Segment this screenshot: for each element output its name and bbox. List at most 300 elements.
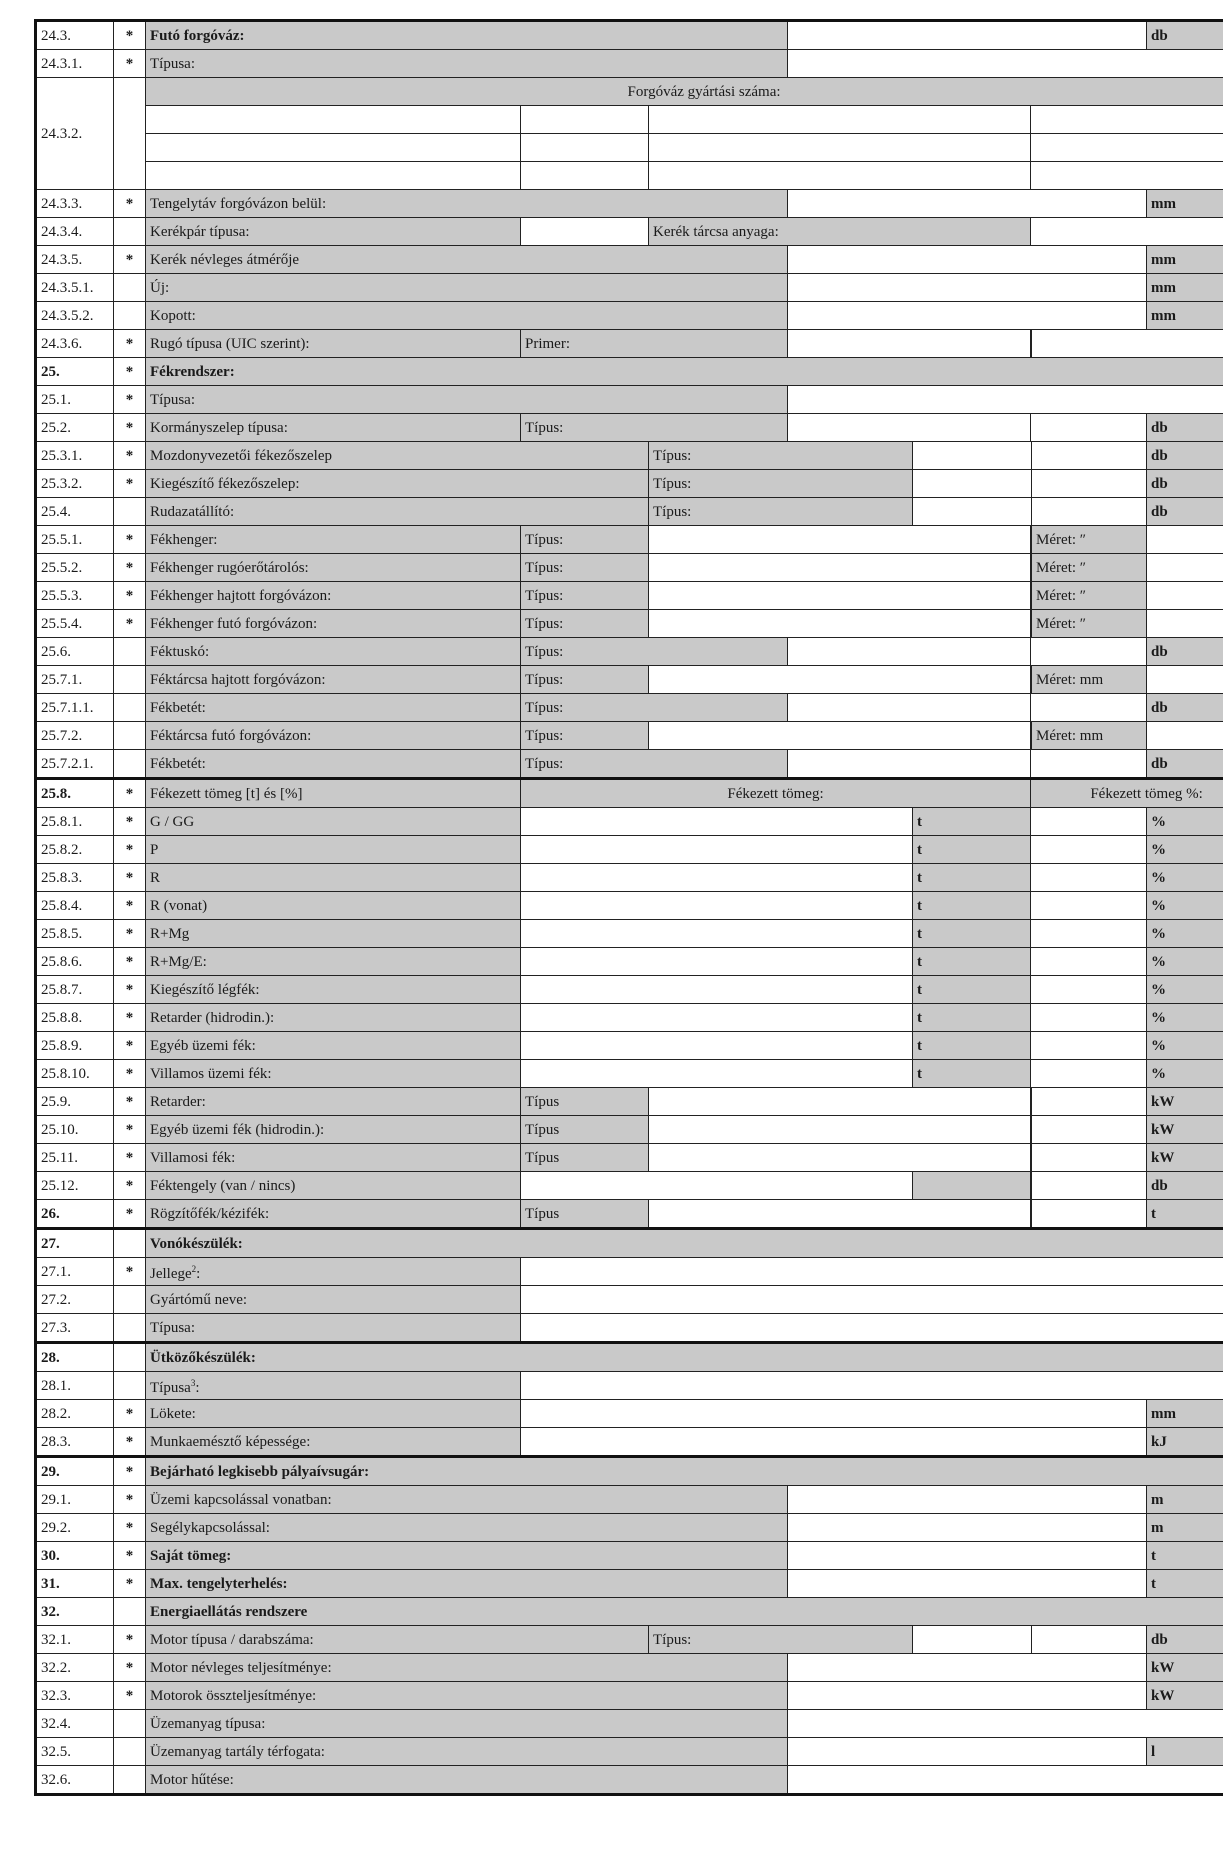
field-label [146,1258,521,1286]
required-mark [114,218,146,246]
row-number: 24.3.5.2. [36,302,114,330]
form-row [36,694,1223,722]
field-label: Energiaellátás rendszere [146,1598,1223,1626]
input-field[interactable] [649,134,1031,162]
input-field[interactable] [788,1710,1223,1738]
input-field[interactable] [649,106,1031,134]
input-field[interactable] [1032,1088,1147,1116]
input-field[interactable] [521,1004,913,1032]
input-field[interactable] [521,920,913,948]
field-label: Típus: [521,414,788,442]
input-field[interactable] [521,134,649,162]
field-label: Típusa: [146,1314,521,1343]
field-label: Típus: [521,666,649,694]
field-label: Üzemanyag típusa: [146,1710,788,1738]
row-number: 25.8.1. [36,808,114,836]
input-field[interactable] [788,50,1223,78]
row-number: 25.8.5. [36,920,114,948]
field-label: t [1147,1542,1223,1570]
required-mark: * [114,1060,146,1088]
input-field[interactable] [521,162,649,190]
input-field[interactable] [521,1314,1223,1343]
row-number: 25.10. [36,1116,114,1144]
form-row [36,836,1223,864]
form-row [36,1060,1223,1088]
form-row [36,1710,1223,1738]
required-mark: * [114,610,146,638]
required-mark [114,1372,146,1400]
field-label: Rugó típusa (UIC szerint): [146,330,521,358]
input-field[interactable] [788,414,1031,442]
form-row [36,78,1223,106]
required-mark: * [114,836,146,864]
required-mark: * [114,779,146,808]
field-label: Segélykapcsolással: [146,1514,788,1542]
field-label: R+Mg [146,920,521,948]
required-mark: * [114,948,146,976]
input-field[interactable] [1032,1626,1147,1654]
input-field[interactable] [649,666,1031,694]
field-label: Mozdonyvezetői fékezőszelep [146,442,649,470]
form-row [36,1116,1223,1144]
field-label: Kopott: [146,302,788,330]
input-field[interactable] [1031,162,1223,190]
input-field[interactable] [649,162,1031,190]
input-field[interactable] [913,470,1032,498]
form-row [36,1172,1223,1200]
field-label: t [913,836,1031,864]
input-field[interactable] [1147,610,1223,638]
input-field[interactable] [1031,920,1147,948]
form-row [36,666,1223,694]
row-number: 25.8.2. [36,836,114,864]
field-label: % [1147,892,1223,920]
input-field[interactable] [521,1258,1223,1286]
field-label: Méret: mm [1032,722,1147,750]
row-number: 24.3. [36,21,114,50]
field-label: Kiegészítő légfék: [146,976,521,1004]
field-label: mm [1147,190,1223,218]
vehicle-spec-form [34,19,1223,1796]
required-mark: * [114,1116,146,1144]
field-label: Max. tengelyterhelés: [146,1570,788,1598]
row-number: 27.3. [36,1314,114,1343]
input-field[interactable] [1032,1200,1147,1229]
row-number: 25.5.4. [36,610,114,638]
footnote-marker: 3 [190,1378,196,1388]
required-mark: * [114,1400,146,1428]
field-label: Kiegészítő fékezőszelep: [146,470,649,498]
input-field[interactable] [649,1116,1031,1144]
field-label: Típusa: [146,386,788,414]
input-field[interactable] [146,134,521,162]
input-field[interactable] [521,1286,1223,1314]
row-number: 25.7.2.1. [36,750,114,779]
input-field[interactable] [788,190,1147,218]
input-field[interactable] [788,21,1147,50]
input-field[interactable] [649,554,1031,582]
required-mark: * [114,582,146,610]
field-label: Féktárcsa futó forgóvázon: [146,722,521,750]
field-label: t [913,808,1031,836]
field-label: Gyártómű neve: [146,1286,521,1314]
required-mark: * [114,1626,146,1654]
form-row [36,302,1223,330]
required-mark [114,638,146,666]
input-field[interactable] [521,218,649,246]
input-field[interactable] [1031,638,1147,666]
input-field[interactable] [1031,1032,1147,1060]
required-mark: * [114,1542,146,1570]
field-label: Kerék tárcsa anyaga: [649,218,1031,246]
row-number: 26. [36,1200,114,1229]
input-field[interactable] [146,106,521,134]
required-mark: * [114,246,146,274]
field-label: t [913,864,1031,892]
input-field[interactable] [1147,554,1223,582]
required-mark: * [114,50,146,78]
required-mark: * [114,1200,146,1229]
field-label: Típus: [521,722,649,750]
field-label: mm [1147,246,1223,274]
row-number: 24.3.5. [36,246,114,274]
input-field[interactable] [521,1032,913,1060]
required-mark: * [114,920,146,948]
required-mark: * [114,1457,146,1486]
field-label: db [1147,442,1223,470]
row-number: 24.3.2. [36,78,114,190]
row-number: 25.3.1. [36,442,114,470]
required-mark [114,666,146,694]
field-label: % [1147,808,1223,836]
required-mark: * [114,1682,146,1710]
row-number: 27.1. [36,1258,114,1286]
required-mark [114,1738,146,1766]
field-label: Féktuskó: [146,638,521,666]
row-number: 28.2. [36,1400,114,1428]
input-field[interactable] [788,246,1147,274]
row-number: 25.8.6. [36,948,114,976]
input-field[interactable] [521,106,649,134]
required-mark: * [114,1144,146,1172]
input-field[interactable] [1032,1116,1147,1144]
required-mark: * [114,386,146,414]
row-number: 25.8.9. [36,1032,114,1060]
field-label: P [146,836,521,864]
input-field[interactable] [1031,892,1147,920]
input-field[interactable] [788,1486,1147,1514]
input-field[interactable] [1031,1004,1147,1032]
field-label: G / GG [146,808,521,836]
row-number: 32.3. [36,1682,114,1710]
field-label: Üzemanyag tartály térfogata: [146,1738,788,1766]
field-label: mm [1147,302,1223,330]
row-number: 25.6. [36,638,114,666]
field-label: Retarder: [146,1088,521,1116]
input-field[interactable] [913,498,1032,526]
form-row [36,554,1223,582]
row-number: 25.2. [36,414,114,442]
field-label: Villamosi fék: [146,1144,521,1172]
required-mark: * [114,21,146,50]
form-row [36,1514,1223,1542]
input-field[interactable] [1147,722,1223,750]
label-text: Típusa [150,1380,191,1396]
input-field[interactable] [521,808,913,836]
input-field[interactable] [146,162,521,190]
row-number: 25. [36,358,114,386]
field-label: mm [1147,274,1223,302]
form-row [36,1598,1223,1626]
input-field[interactable] [1031,836,1147,864]
row-number: 32. [36,1598,114,1626]
field-label: Vonókészülék: [146,1229,1223,1258]
field-label: t [913,976,1031,1004]
row-number: 29.2. [36,1514,114,1542]
shaded-cell [913,1172,1031,1200]
row-number: 25.11. [36,1144,114,1172]
input-field[interactable] [788,386,1223,414]
field-label: Fékhenger hajtott forgóvázon: [146,582,521,610]
input-field[interactable] [788,302,1147,330]
row-number: 25.5.2. [36,554,114,582]
input-field[interactable] [649,1144,1031,1172]
input-field[interactable] [788,1514,1147,1542]
field-label: kW [1147,1682,1223,1710]
form-row [36,948,1223,976]
input-field[interactable] [1147,526,1223,554]
input-field[interactable] [1147,582,1223,610]
required-mark: * [114,808,146,836]
input-field[interactable] [521,976,913,1004]
form-row [36,864,1223,892]
form-row [36,1486,1223,1514]
field-label: Kerékpár típusa: [146,218,521,246]
input-field[interactable] [1031,948,1147,976]
field-label: db [1147,694,1223,722]
required-mark [114,1710,146,1738]
row-number: 24.3.4. [36,218,114,246]
input-field[interactable] [1032,442,1147,470]
form-body [36,21,1223,1795]
field-label: Fékhenger: [146,526,521,554]
field-label: Méret: mm [1032,666,1147,694]
input-field[interactable] [913,442,1032,470]
field-label: % [1147,1060,1223,1088]
field-label: Forgóváz gyártási száma: [146,78,1223,106]
required-mark: * [114,442,146,470]
input-field[interactable] [1031,1060,1147,1088]
input-field[interactable] [788,1738,1147,1766]
field-label: db [1147,470,1223,498]
required-mark: * [114,1088,146,1116]
field-label: Típus: [649,470,913,498]
form-row [36,750,1223,779]
input-field[interactable] [521,1400,1147,1428]
required-mark [114,1343,146,1372]
input-field[interactable] [521,1060,913,1088]
input-field[interactable] [521,1428,1147,1457]
row-number: 29. [36,1457,114,1486]
required-mark: * [114,1486,146,1514]
input-field[interactable] [788,1654,1147,1682]
required-mark: * [114,1172,146,1200]
field-label: kJ [1147,1428,1223,1457]
input-field[interactable] [788,274,1147,302]
input-field[interactable] [1031,414,1147,442]
form-row [36,1570,1223,1598]
input-field[interactable] [788,1570,1147,1598]
field-label: % [1147,1032,1223,1060]
input-field[interactable] [649,1088,1031,1116]
input-field[interactable] [521,864,913,892]
field-label: Típus: [521,750,788,779]
field-label: Típus: [521,610,649,638]
input-field[interactable] [1031,694,1147,722]
row-number: 24.3.3. [36,190,114,218]
form-row [36,190,1223,218]
field-label: db [1147,638,1223,666]
input-field[interactable] [1147,666,1223,694]
input-field[interactable] [1032,470,1147,498]
input-field[interactable] [649,526,1031,554]
input-field[interactable] [649,1200,1031,1229]
field-label: Motorok összteljesítménye: [146,1682,788,1710]
field-label: Futó forgóváz: [146,21,788,50]
form-row [36,386,1223,414]
field-label: Rögzítőfék/kézifék: [146,1200,521,1229]
form-row [36,976,1223,1004]
row-number: 32.6. [36,1766,114,1795]
field-label: t [913,1032,1031,1060]
input-field[interactable] [649,582,1031,610]
row-number: 27. [36,1229,114,1258]
field-label: db [1147,414,1223,442]
form-row [36,1258,1223,1286]
input-field[interactable] [1032,1172,1147,1200]
input-field[interactable] [1031,106,1223,134]
row-number: 31. [36,1570,114,1598]
field-label: t [913,1004,1031,1032]
input-field[interactable] [1031,864,1147,892]
field-label: % [1147,1004,1223,1032]
input-field[interactable] [1032,330,1223,358]
form-row [36,134,1223,162]
input-field[interactable] [1031,218,1223,246]
row-number: 25.8.7. [36,976,114,1004]
required-mark: * [114,330,146,358]
form-row [36,442,1223,470]
input-field[interactable] [788,1682,1147,1710]
field-label: Típus: [521,554,649,582]
required-mark: * [114,190,146,218]
form-row [36,526,1223,554]
field-label: t [913,948,1031,976]
input-field[interactable] [788,1542,1147,1570]
input-field[interactable] [649,610,1031,638]
field-label: Motor hűtése: [146,1766,788,1795]
field-label: Típus: [521,638,788,666]
field-label: Típus: [649,498,913,526]
field-label: R [146,864,521,892]
field-label: Méret: ″ [1032,526,1147,554]
input-field[interactable] [788,1766,1223,1795]
required-mark [114,1286,146,1314]
required-mark: * [114,1032,146,1060]
field-label: Retarder (hidrodin.): [146,1004,521,1032]
field-label: Kerék névleges átmérője [146,246,788,274]
input-field[interactable] [788,750,1031,779]
required-mark [114,498,146,526]
required-mark: * [114,526,146,554]
form-row [36,1372,1223,1400]
field-label: Egyéb üzemi fék (hidrodin.): [146,1116,521,1144]
field-label: l [1147,1738,1223,1766]
required-mark [114,722,146,750]
form-row [36,610,1223,638]
field-label: Féktárcsa hajtott forgóvázon: [146,666,521,694]
field-label: Tengelytáv forgóvázon belül: [146,190,788,218]
input-field[interactable] [521,892,913,920]
input-field[interactable] [788,694,1031,722]
input-field[interactable] [913,1626,1032,1654]
input-field[interactable] [1032,498,1147,526]
input-field[interactable] [1031,976,1147,1004]
required-mark: * [114,892,146,920]
field-label: Méret: ″ [1032,554,1147,582]
form-row [36,1542,1223,1570]
input-field[interactable] [1032,1144,1147,1172]
input-field[interactable] [788,638,1031,666]
input-field[interactable] [521,1372,1223,1400]
input-field[interactable] [521,948,913,976]
field-label: db [1147,750,1223,779]
input-field[interactable] [1031,134,1223,162]
required-mark [114,1314,146,1343]
field-label: t [913,920,1031,948]
field-label: Típusa: [146,50,788,78]
row-number: 25.12. [36,1172,114,1200]
row-number: 25.8. [36,779,114,808]
field-label: kW [1147,1654,1223,1682]
input-field[interactable] [788,330,1031,358]
row-number: 24.3.6. [36,330,114,358]
label-suffix: : [195,1380,200,1396]
input-field[interactable] [649,722,1031,750]
field-label: % [1147,836,1223,864]
form-row [36,274,1223,302]
form-row [36,330,1223,358]
field-label: db [1147,1172,1223,1200]
input-field[interactable] [1031,808,1147,836]
form-row [36,1088,1223,1116]
field-label: Üzemi kapcsolással vonatban: [146,1486,788,1514]
field-label: Típus: [521,526,649,554]
row-number: 32.5. [36,1738,114,1766]
input-field[interactable] [1031,750,1147,779]
field-label: Fékezett tömeg: [521,779,1031,808]
input-field[interactable] [521,1172,913,1200]
field-label: R+Mg/E: [146,948,521,976]
form-row [36,498,1223,526]
required-mark: * [114,1570,146,1598]
input-field[interactable] [521,836,913,864]
form-row [36,1286,1223,1314]
form-row [36,106,1223,134]
form-row [36,779,1223,808]
field-label: Típus: [521,582,649,610]
field-label: % [1147,864,1223,892]
